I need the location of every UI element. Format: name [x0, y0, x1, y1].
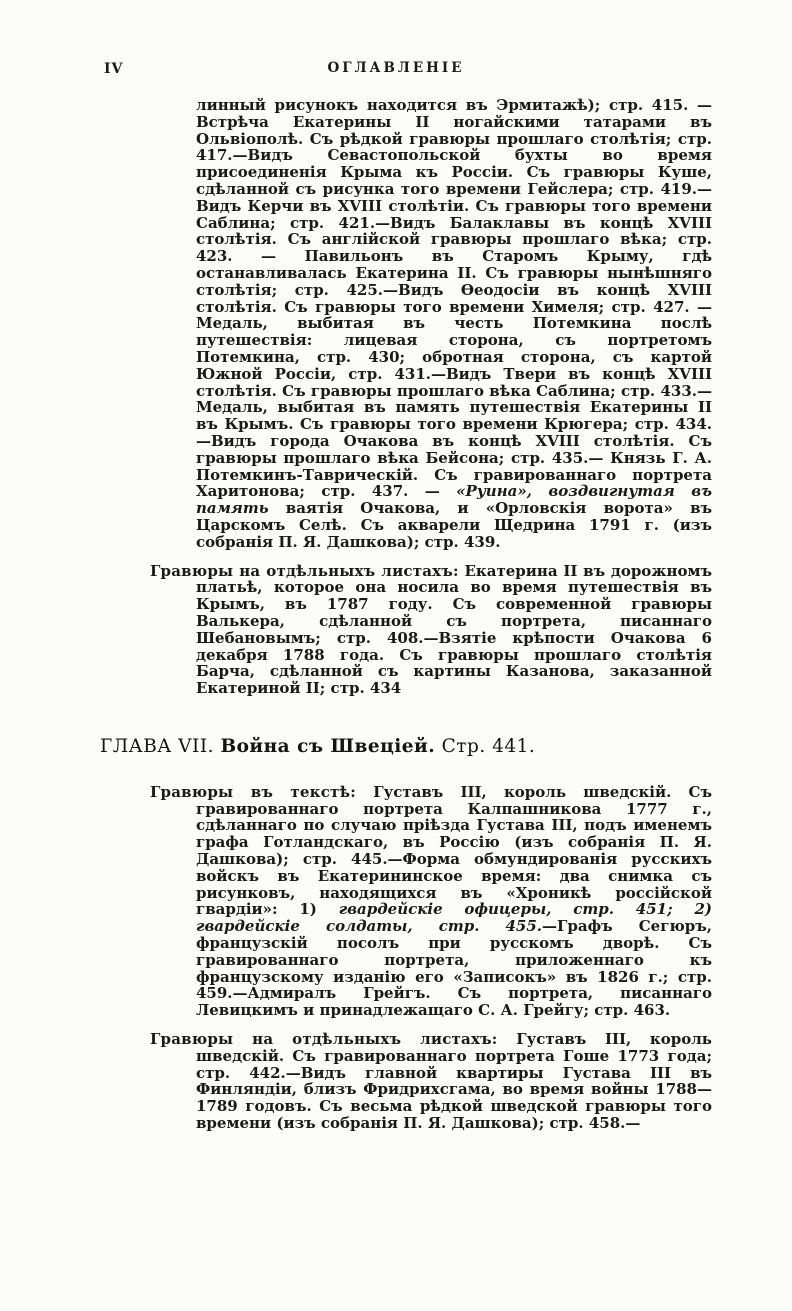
entry-engravings-in-text [150, 782, 712, 1020]
continuation-text-1: линный рисунокъ находится въ Эрмитажѣ); стр. 415. — Встрѣча Екатерины II ногайскими татарами въ Ольвіополѣ. Съ рѣдкой гравюры прошлаго столѣтія; стр. 417.—Видъ Севастопольской бухты во время присоединенія Крыма къ Россіи. Съ гравюры Куше, сдѣланной съ рисунка того времени Гейслера; стр. 419.—Видъ Керчи въ XVIII столѣтіи. Съ гравюры того времени Саблина; стр. 421.—Видъ Балаклавы въ концѣ XVIII столѣтія. Съ англійской гравюры прошлаго вѣка; стр. 423. — Павильонъ въ Старомъ Крыму, гдѣ останавливалась Екатерина II. Съ гравюры нынѣшняго столѣтія; стр. 425.—Видъ Ѳеодосіи въ концѣ XVIII столѣтія. Съ гравюры того времени Химеля; стр. 427. — Медаль, выбитая въ честь Потемкина послѣ путешествія: лицевая сторона, съ портретомъ Потемкина, стр. 430; обротная сторона, съ картой Южной Россіи, стр. 431.—Видъ Твери въ концѣ XVIII столѣтія. Съ гравюры прошлаго вѣка Саблина; стр. 433.—Медаль, выбитая въ память путешествія Екатерины II въ Крымъ. Съ гравюры того времени Крюгера; стр. 434.—Видъ города Очакова въ концѣ XVIII столѣтія. Съ гравюры прошлаго вѣка Бейсона; стр. 435.— Князь Г. А. Потемкинъ-Таврическій. Съ гравированнаго портрета Харитонова; стр. 437. — [196, 96, 712, 501]
continuation-text-2: ваятія Очакова, и «Орловскія ворота» въ Царскомъ Селѣ. Съ акварели Щедрина 1791 г. (изъ собранія П. Я. Дашкова); стр. 439. [196, 499, 712, 551]
entry-engravings-in-text-label: Гравюры въ текстѣ: [150, 782, 357, 801]
entry-engravings-in-text-part1: Густавъ III, король шведскій. Съ гравированнаго портрета Калпашникова 1777 г., сдѣланнаго по случаю пріѣзда Густава III, подъ именемъ графа Готландскаго, въ Россію (изъ собранія П. Я. Дашкова); стр. 445.—Форма обмундированія русскихъ войскъ въ Екатерининское время: два снимка съ рисунковъ, находящихся въ «Хроникѣ россійской гвардіи»: 1) [196, 782, 712, 919]
entry-separate-sheets-2 [150, 1030, 712, 1133]
entry-separate-sheets-1-label: Гравюры на отдѣльныхъ листахъ: [150, 561, 459, 580]
chapter-page-ref: Стр. 441. [441, 735, 536, 757]
running-head-title: ОГЛАВЛЕНІЕ [327, 60, 465, 76]
entry-separate-sheets-1-text: Екатерина II въ дорожномъ платьѣ, которое она носила во время путешествія въ Крымъ, въ 1787 году. Съ современной гравюры Валькера, сдѣланной съ портрета, писаннаго Шебановымъ; стр. 408.—Взятіе крѣпости Очакова 6 декабря 1788 года. Съ гравюры прошлаго столѣтія Барча, сдѣланной съ картины Казанова, заказанной Екатериной II; стр. 434 [196, 561, 712, 698]
entry-separate-sheets-1 [150, 561, 712, 698]
chapter-number: ГЛАВА VII. [100, 735, 215, 757]
entry-separate-sheets-2-text: Густавъ III, король шведскій. Съ гравированнаго портрета Гоше 1773 года; стр. 442.—Видъ главной квартиры Густава III въ Финляндіи, близъ Фридрихсгама, во время войны 1788—1789 годовъ. Съ весьма рѣдкой шведской гравюры того времени (изъ собранія П. Я. Дашкова); стр. 458.— [196, 1030, 712, 1133]
table-of-contents [100, 97, 712, 1144]
running-header [0, 60, 792, 80]
continuation-paragraph [196, 97, 712, 551]
entry-separate-sheets-2-label: Гравюры на отдѣльныхъ листахъ: [150, 1030, 498, 1049]
entry-engravings-in-text-part2: —Графъ Сегюръ, французскій посолъ при русскомъ дворѣ. Съ гравированнаго портрета, приложеннаго къ французскому изданію его «Записокъ» въ 1826 г.; стр. 459.—Адмиралъ Грейгъ. Съ портрета, писаннаго Левицкимъ и принадлежащаго С. А. Грейгу; стр. 463. [196, 917, 712, 1020]
chapter-title: Война съ Швеціей. [220, 735, 436, 757]
continuation-italic-title: «Руина», воздвигнутая въ память [196, 482, 712, 518]
entry-engravings-in-text-italic: гвардейскіе офицеры, стр. 451; 2) гвардейскіе солдаты, стр. 455. [196, 900, 712, 936]
chapter-heading [100, 735, 712, 758]
page-number: IV [104, 61, 124, 77]
